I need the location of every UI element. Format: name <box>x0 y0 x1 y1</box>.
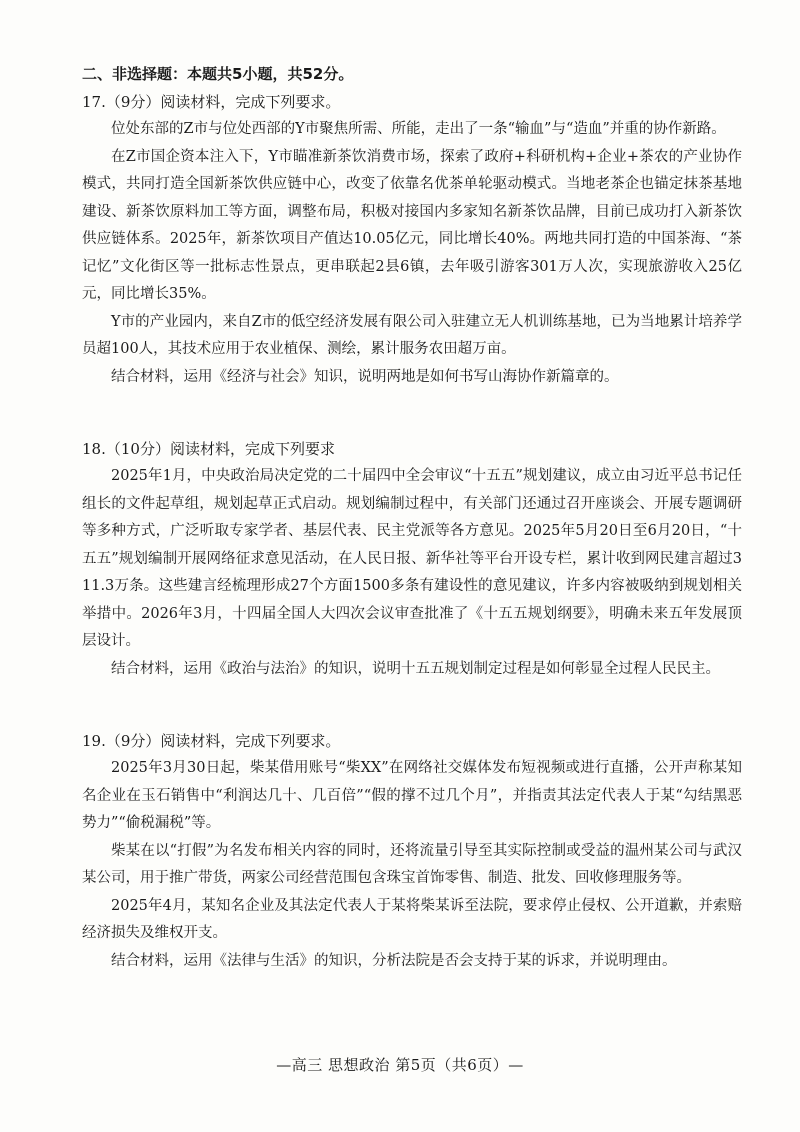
question-19-paragraph-3: 2025年4月，某知名企业及其法定代表人于某将柴某诉至法院，要求停止侵权、公开道歉，并索赔经济损失及维权开支。 <box>82 897 742 941</box>
question-19 <box>82 727 742 975</box>
question-19-prompt: 结合材料，运用《法律与生活》的知识，分析法院是否会支持于某的诉求，并说明理由。 <box>111 952 677 969</box>
question-19-heading: 19.（9分）阅读材料，完成下列要求。 <box>82 732 341 750</box>
question-18-heading: 18.（10分）阅读材料，完成下列要求 <box>82 440 335 458</box>
question-17-paragraph-2: 在Z市国企资本注入下，Y市瞄准新茶饮消费市场，探索了政府+科研机构+企业+茶农的产业协作模式，共同打造全国新茶饮供应链中心，改变了依靠名优茶单轮驱动模式。当地老茶企也锚定抹茶基地建设、新茶饮原料加工等方面，调整布局，积极对接国内多家知名新茶饮品牌，目前已成功打入新茶饮供应链体系。2025年，新茶饮项目产值达10.05亿元，同比增长40%。两地共同打造的中国茶海、“茶记忆”文化街区等一批标志性景点，更串联起2县6镇，去年吸引游客301万人次，实现旅游收入25亿元，同比增长35%。 <box>82 148 742 302</box>
section-title: 二、非选择题：本题共5小题，共52分。 <box>82 65 354 83</box>
question-17 <box>82 88 742 391</box>
question-17-heading: 17.（9分）阅读材料，完成下列要求。 <box>82 93 341 111</box>
question-17-paragraph-3: Y市的产业园内，来自Z市的低空经济发展有限公司入驻建立无人机训练基地，已为当地累计培养学员超100人，其技术应用于农业植保、测绘，累计服务农田超万亩。 <box>82 313 742 357</box>
question-17-prompt: 结合材料，运用《经济与社会》知识，说明两地是如何书写山海协作新篇章的。 <box>111 368 619 385</box>
question-18-prompt: 结合材料，运用《政治与法治》的知识，说明十五五规划制定过程是如何彰显全过程人民民主。 <box>111 660 720 677</box>
page-content <box>82 60 742 975</box>
question-18 <box>82 435 742 683</box>
question-19-paragraph-1: 2025年3月30日起，柴某借用账号“柴XX”在网络社交媒体发布短视频或进行直播，公开声称某知名企业在玉石销售中“利润达几十、几百倍”“假的撑不过几个月”，并指责其法定代表人于某“勾结黑恶势力”“偷税漏税”等。 <box>82 760 742 831</box>
question-19-paragraph-2: 柴某在以“打假”为名发布相关内容的同时，还将流量引导至其实际控制或受益的温州某公司与武汉某公司，用于推广带货，两家公司经营范围包含珠宝首饰零售、制造、批发、回收修理服务等。 <box>82 842 742 886</box>
question-18-paragraph-1: 2025年1月，中央政治局决定党的二十届四中全会审议“十五五”规划建议，成立由习近平总书记任组长的文件起草组，规划起草正式启动。规划编制过程中，有关部门还通过召开座谈会、开展专题调研等多种方式，广泛听取专家学者、基层代表、民主党派等各方意见。2025年5月20日至6月20日，“十五五”规划编制开展网络征求意见活动，在人民日报、新华社等平台开设专栏，累计收到网民建言超过311.3万条。这些建言经梳理形成27个方面1500多条有建设性的意见建议，许多内容被吸纳到规划相关举措中。2026年3月，十四届全国人大四次会议审查批准了《十五五规划纲要》，明确未来五年发展顶层设计。 <box>82 468 742 649</box>
page-footer: —高三 思想政治 第5页（共6页）— <box>276 1056 524 1074</box>
question-17-paragraph-1: 位处东部的Z市与位处西部的Y市聚焦所需、所能，走出了一条“输血”与“造血”并重的协作新路。 <box>111 121 726 137</box>
